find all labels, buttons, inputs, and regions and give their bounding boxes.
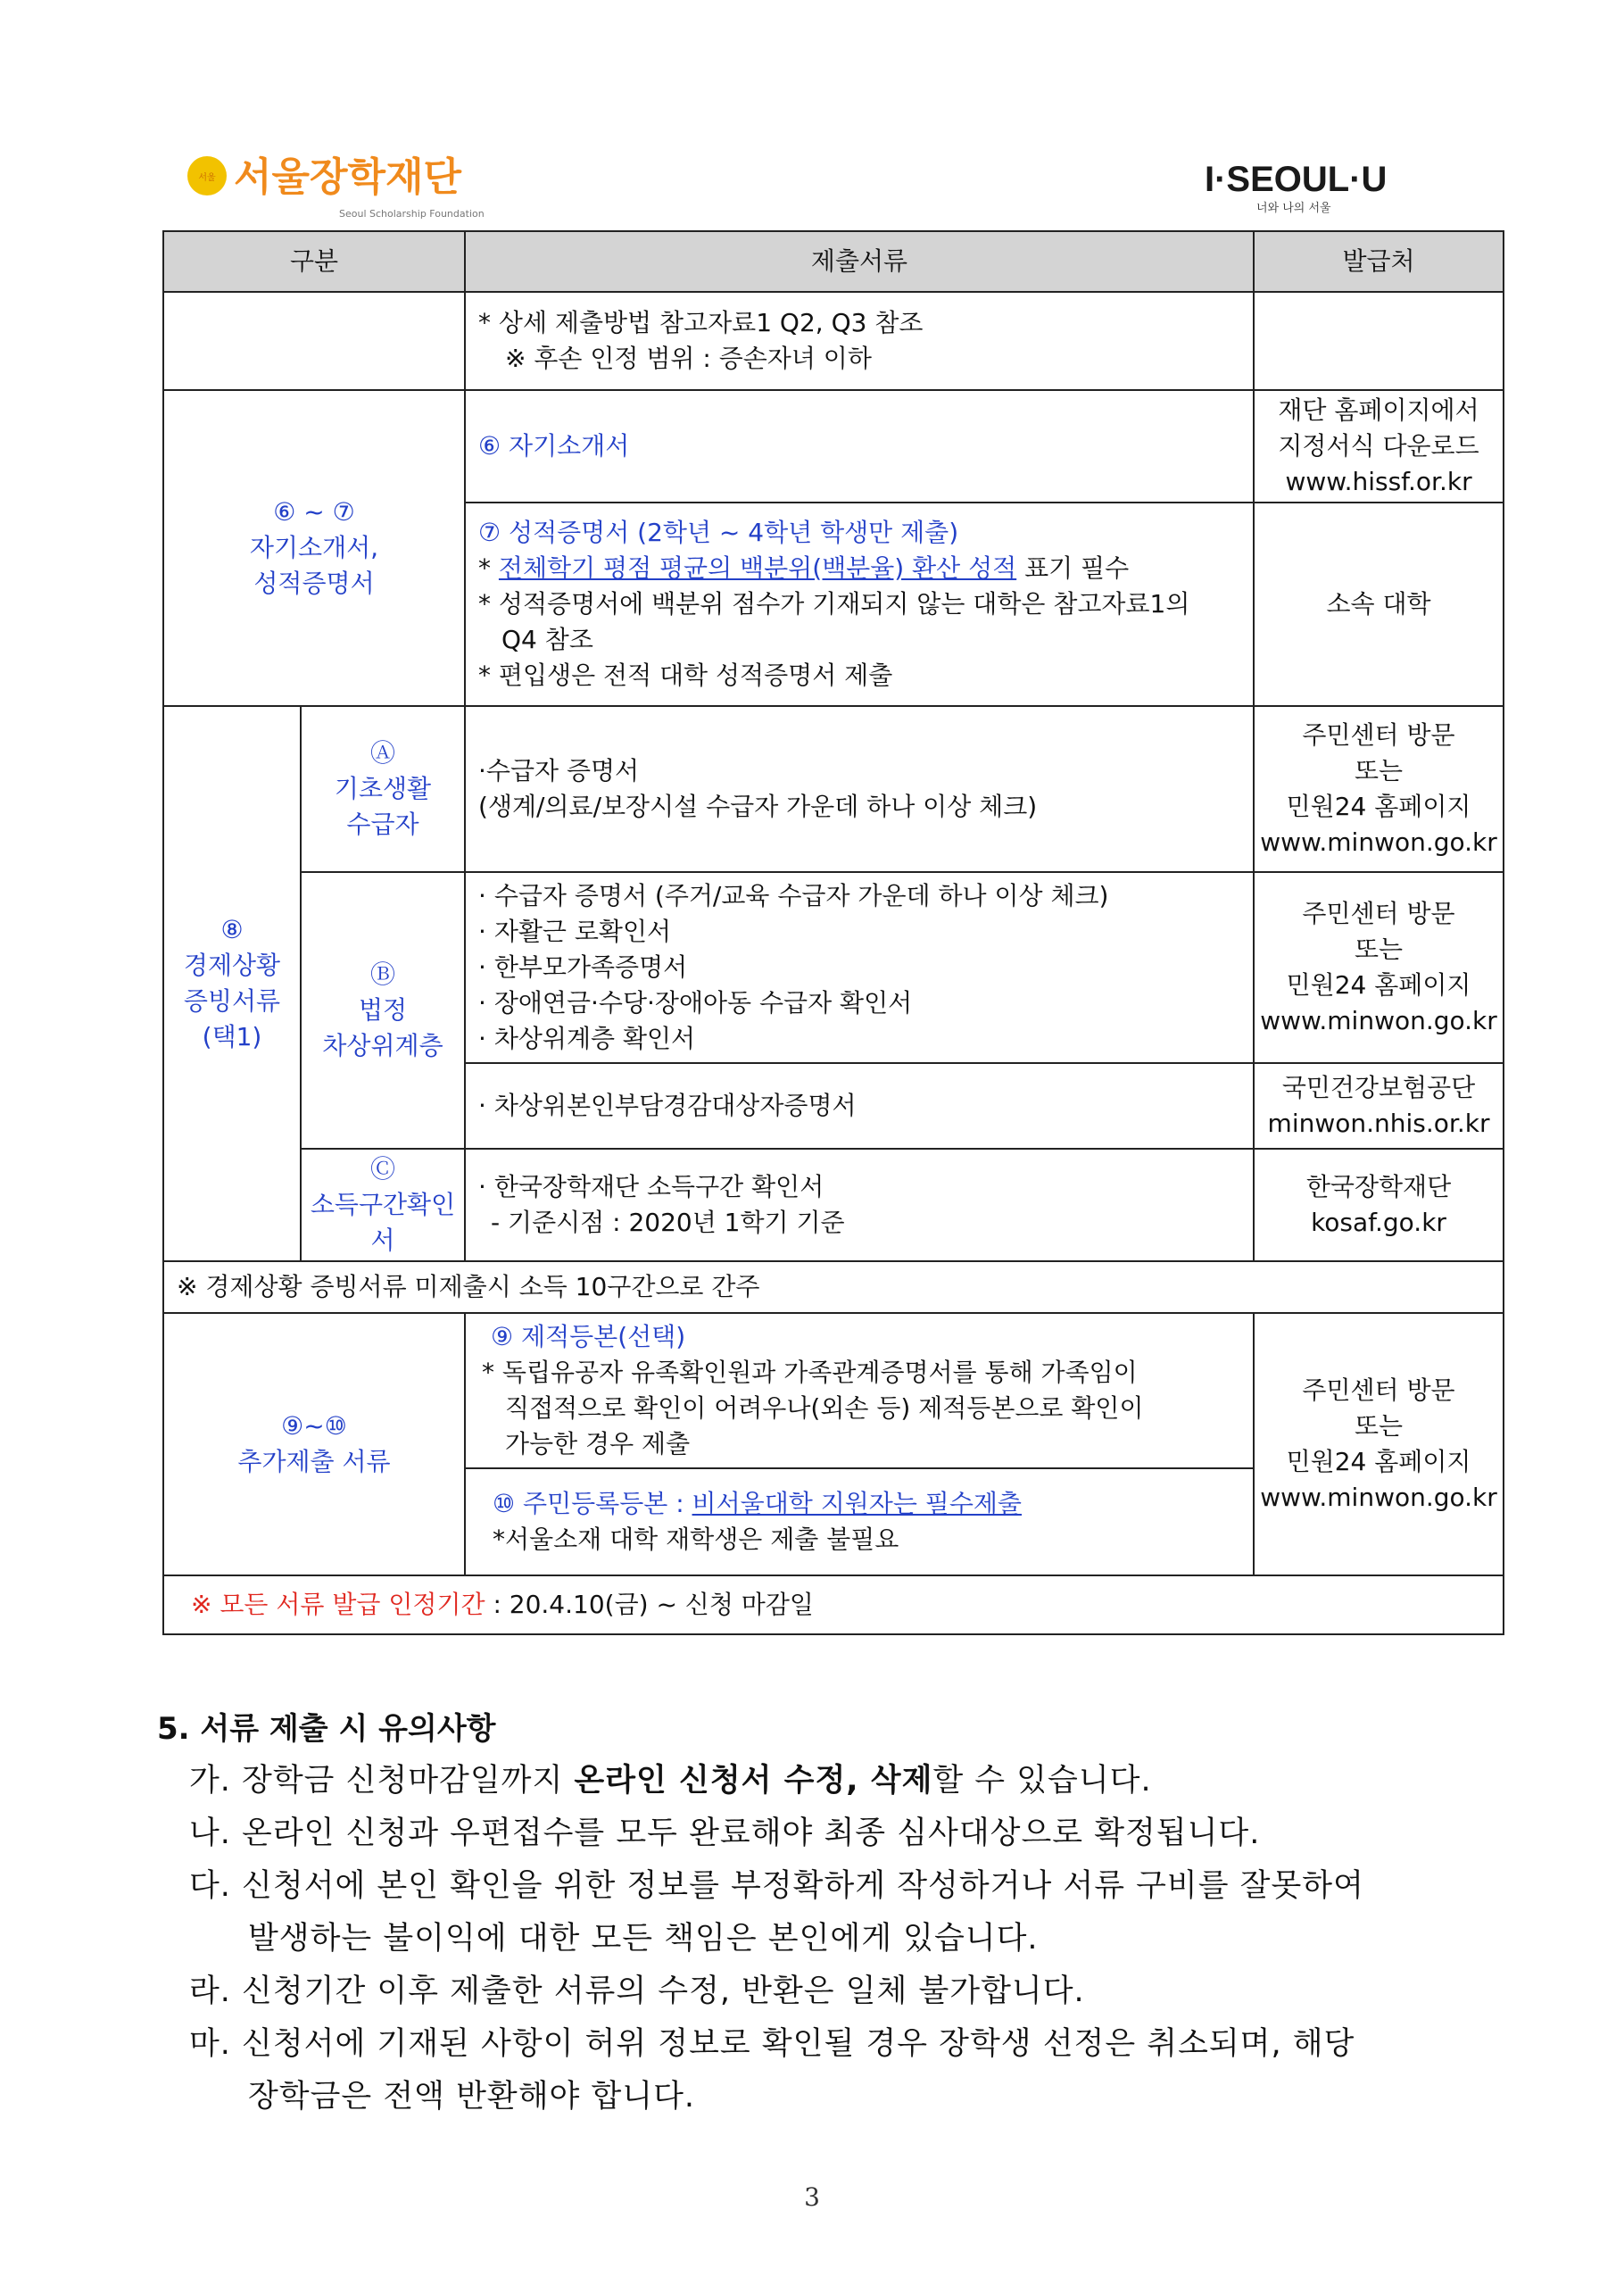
subcategory-b: Ⓑ 법정 차상위계층 xyxy=(301,872,465,1149)
page-number: 3 xyxy=(804,2182,820,2212)
documents-table xyxy=(162,230,1504,1635)
issuer-c: 한국장학재단 kosaf.go.kr xyxy=(1254,1149,1504,1261)
header-documents: 제출서류 xyxy=(465,231,1254,292)
issuer-b2: 국민건강보험공단 minwon.nhis.or.kr xyxy=(1254,1063,1504,1149)
validity-note: ※ 모든 서류 발급 인정기간 : 20.4.10(금) ~ 신청 마감일 xyxy=(163,1575,1504,1634)
issuer-cell-empty xyxy=(1254,292,1504,390)
svg-text:I·SEOUL·U: I·SEOUL·U xyxy=(1205,160,1388,199)
category-cell-empty xyxy=(163,292,465,390)
table-row xyxy=(163,1261,1504,1313)
table-row xyxy=(163,292,1504,390)
transcript-requirement: 전체학기 평점 평균의 백분위(백분율) 환산 성적 xyxy=(498,553,1017,583)
list-item: 라. 신청기간 이후 제출한 서류의 수정, 반환은 일체 불가합니다. xyxy=(189,1973,1085,2009)
svg-text:Seoul Scholarship Foundation: Seoul Scholarship Foundation xyxy=(339,208,485,220)
subcategory-a: Ⓐ 기초생활 수급자 xyxy=(301,706,465,872)
table-footer-row xyxy=(163,1575,1504,1634)
header-issuer: 발급처 xyxy=(1254,231,1504,292)
doc-cell: * 상세 제출방법 참고자료1 Q2, Q3 참조 ※ 후손 인정 범위 : 증손자녀 이하 xyxy=(465,292,1254,390)
doc-self-intro: ⑥ 자기소개서 xyxy=(465,390,1254,503)
issuer-9-10: 주민센터 방문 또는 민원24 홈페이지 www.minwon.go.kr xyxy=(1254,1313,1504,1575)
category-9-10: ⑨~⑩ 추가제출 서류 xyxy=(163,1313,465,1575)
doc-10-requirement: 비서울대학 지원자는 필수제출 xyxy=(692,1489,1022,1518)
table-row xyxy=(163,706,1504,872)
issuer-b1: 주민센터 방문 또는 민원24 홈페이지 www.minwon.go.kr xyxy=(1254,872,1504,1063)
table-row xyxy=(163,1313,1504,1468)
table-row xyxy=(163,390,1504,503)
doc-b2: · 차상위본인부담경감대상자증명서 xyxy=(465,1063,1254,1149)
seoul-scholarship-logo xyxy=(187,147,500,228)
svg-text:서울: 서울 xyxy=(198,173,216,183)
doc-10: ⑩ 주민등록등본 : 비서울대학 지원자는 필수제출 *서울소재 대학 재학생은 제출 불필요 xyxy=(465,1468,1254,1575)
svg-text:서울장학재단: 서울장학재단 xyxy=(234,154,462,200)
list-item: 가. 장학금 신청마감일까지 온라인 신청서 수정, 삭제할 수 있습니다. xyxy=(189,1763,1152,1799)
issuer-transcript: 소속 대학 xyxy=(1254,503,1504,706)
economic-note: ※ 경제상황 증빙서류 미제출시 소득 10구간으로 간주 xyxy=(163,1261,1504,1313)
doc-a: ·수급자 증명서 (생계/의료/보장시설 수급자 가운데 하나 이상 체크) xyxy=(465,706,1254,872)
category-6-7: ⑥ ~ ⑦ 자기소개서, 성적증명서 xyxy=(163,390,465,706)
svg-text:너와 나의 서울: 너와 나의 서울 xyxy=(1256,202,1331,215)
table-row xyxy=(163,1149,1504,1261)
issuer-self-intro: 재단 홈페이지에서 지정서식 다운로드 www.hissf.or.kr xyxy=(1254,390,1504,503)
doc-9: ⑨ 제적등본(선택) * 독립유공자 유족확인원과 가족관계증명서를 통해 가족임이 직접적으로 확인이 어려우나(외손 등) 제적등본으로 확인이 가능한 경우 제출 xyxy=(465,1313,1254,1468)
doc-b1: · 수급자 증명서 (주거/교육 수급자 가운데 하나 이상 체크) · 자활근 로확인서 · 한부모가족증명서 · 장애연금·수당·장애아동 수급자 확인서 · 차상위계층 확인서 xyxy=(465,872,1254,1063)
list-item: 다. 신청서에 본인 확인을 위한 정보를 부정확하게 작성하거나 서류 구비를 잘못하여 발생하는 불이익에 대한 모든 책임은 본인에게 있습니다. xyxy=(189,1868,1364,1957)
issuer-a: 주민센터 방문 또는 민원24 홈페이지 www.minwon.go.kr xyxy=(1254,706,1504,872)
doc-transcript: ⑦ 성적증명서 (2학년 ~ 4학년 학생만 제출) * 전체학기 평점 평균의 백분위(백분율) 환산 성적 표기 필수 * 성적증명서에 백분위 점수가 기재되지 않는 대학은 참고자료1의 Q4 참조 * 편입생은 전적 대학 성적증명서 제출 xyxy=(465,503,1254,706)
category-8: ⑧ 경제상황 증빙서류 (택1) xyxy=(163,706,301,1261)
section-5-title: 5. 서류 제출 시 유의사항 xyxy=(157,1711,496,1747)
list-item: 마. 신청서에 기재된 사항이 허위 정보로 확인될 경우 장학생 선정은 취소되며, 해당 장학금은 전액 반환해야 합니다. xyxy=(189,2026,1355,2115)
table-header-row xyxy=(163,231,1504,292)
subcategory-c: Ⓒ 소득구간확인서 xyxy=(301,1149,465,1261)
table-row xyxy=(163,872,1504,1063)
i-seoul-u-logo xyxy=(1205,154,1428,225)
doc-c: · 한국장학재단 소득구간 확인서 - 기준시점 : 2020년 1학기 기준 xyxy=(465,1149,1254,1261)
header-category: 구분 xyxy=(163,231,465,292)
list-item: 나. 온라인 신청과 우편접수를 모두 완료해야 최종 심사대상으로 확정됩니다. xyxy=(189,1816,1261,1851)
